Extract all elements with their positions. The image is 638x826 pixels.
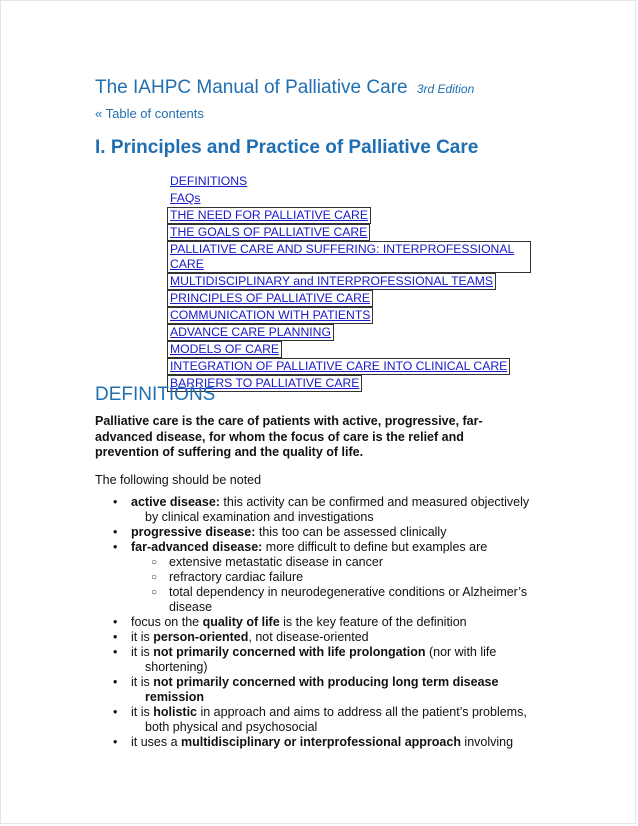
definitions-intro: The following should be noted bbox=[95, 473, 262, 487]
toc-link-principles[interactable]: PRINCIPLES OF PALLIATIVE CARE bbox=[167, 290, 373, 307]
point-text: is the key feature of the definition bbox=[279, 615, 467, 629]
toc-link-communication[interactable]: COMMUNICATION WITH PATIENTS bbox=[167, 307, 373, 324]
list-item bbox=[109, 615, 549, 630]
list-item bbox=[109, 645, 549, 675]
table-of-contents-link[interactable]: « Table of contents bbox=[95, 106, 204, 121]
point-text: more difficult to define but examples are bbox=[262, 540, 488, 554]
point-term: holistic bbox=[153, 705, 197, 719]
toc-link-suffering-line1: PALLIATIVE CARE AND SUFFERING: INTERPROFESSIONAL bbox=[170, 242, 515, 256]
point-term: not primarily concerned with producing long term disease bbox=[153, 675, 499, 689]
sub-list-item bbox=[151, 555, 549, 570]
toc-link-need[interactable]: THE NEED FOR PALLIATIVE CARE bbox=[167, 207, 371, 224]
point-prefix: it is bbox=[131, 705, 154, 719]
point-text: , not disease-oriented bbox=[248, 630, 369, 644]
toc-link-faqs[interactable]: FAQs bbox=[170, 191, 201, 205]
definition-summary: Palliative care is the care of patients with active, progressive, far-advanced disease, for whom the focus of care is the relief and prevention of suffering and the quality of life. bbox=[95, 414, 483, 459]
sub-point-text: total dependency in neurodegenerative conditions or Alzheimer’s bbox=[169, 585, 528, 599]
point-term: far-advanced disease: bbox=[131, 540, 263, 554]
point-text: this too can be assessed clinically bbox=[255, 525, 447, 539]
list-item bbox=[109, 735, 549, 750]
point-term: multidisciplinary or interprofessional approach bbox=[181, 735, 461, 749]
sub-list-item bbox=[151, 585, 549, 615]
point-term: not primarily concerned with life prolongation bbox=[153, 645, 426, 659]
definition-points bbox=[109, 495, 549, 750]
point-continuation: both physical and psychosocial bbox=[145, 720, 318, 734]
manual-title bbox=[95, 77, 474, 99]
point-prefix: it is bbox=[131, 630, 154, 644]
toc-link-suffering-line2: CARE bbox=[170, 257, 204, 271]
section-toc bbox=[167, 173, 531, 392]
point-term: active disease: bbox=[131, 495, 220, 509]
point-prefix: it uses a bbox=[131, 735, 182, 749]
definitions-heading: DEFINITIONS bbox=[95, 384, 216, 405]
list-item bbox=[109, 495, 549, 525]
point-text: (nor with life bbox=[425, 645, 497, 659]
list-item bbox=[109, 525, 549, 540]
list-item bbox=[109, 705, 549, 735]
toc-link-goals[interactable]: THE GOALS OF PALLIATIVE CARE bbox=[167, 224, 370, 241]
point-prefix: focus on the bbox=[131, 615, 203, 629]
toc-link-advance-care[interactable]: ADVANCE CARE PLANNING bbox=[167, 324, 334, 341]
edition-label: 3rd Edition bbox=[416, 82, 475, 96]
toc-link-integration[interactable]: INTEGRATION OF PALLIATIVE CARE INTO CLINICAL CARE bbox=[167, 358, 510, 375]
list-item bbox=[109, 540, 549, 615]
sub-list-item bbox=[151, 570, 549, 585]
point-text: in approach and aims to address all the patient’s problems, bbox=[197, 705, 527, 719]
point-continuation: by clinical examination and investigations bbox=[145, 510, 374, 524]
toc-link-definitions[interactable]: DEFINITIONS bbox=[170, 174, 248, 188]
section-title: I. Principles and Practice of Palliative Care bbox=[95, 137, 479, 158]
point-continuation: shortening) bbox=[145, 660, 208, 674]
point-text: this activity can be confirmed and measured objectively bbox=[219, 495, 530, 509]
point-prefix: it is bbox=[131, 645, 154, 659]
sub-point-text: refractory cardiac failure bbox=[169, 570, 304, 584]
manual-title-text: The IAHPC Manual of Palliative Care bbox=[95, 77, 408, 98]
toc-link-teams[interactable]: MULTIDISCIPLINARY and INTERPROFESSIONAL TEAMS bbox=[167, 273, 496, 290]
toc-link-suffering[interactable] bbox=[167, 241, 531, 273]
sub-point-text: extensive metastatic disease in cancer bbox=[169, 555, 383, 569]
sub-list bbox=[131, 555, 549, 615]
toc-link-barriers[interactable]: BARRIERS TO PALLIATIVE CARE bbox=[167, 375, 362, 392]
point-text: involving bbox=[460, 735, 514, 749]
toc-link-models[interactable]: MODELS OF CARE bbox=[167, 341, 282, 358]
point-continuation: remission bbox=[145, 690, 205, 704]
list-item bbox=[109, 675, 549, 705]
point-term: progressive disease: bbox=[131, 525, 256, 539]
sub-point-continuation: disease bbox=[169, 600, 213, 614]
point-term: quality of life bbox=[202, 615, 280, 629]
list-item bbox=[109, 630, 549, 645]
point-term: person-oriented bbox=[153, 630, 249, 644]
point-prefix: it is bbox=[131, 675, 154, 689]
